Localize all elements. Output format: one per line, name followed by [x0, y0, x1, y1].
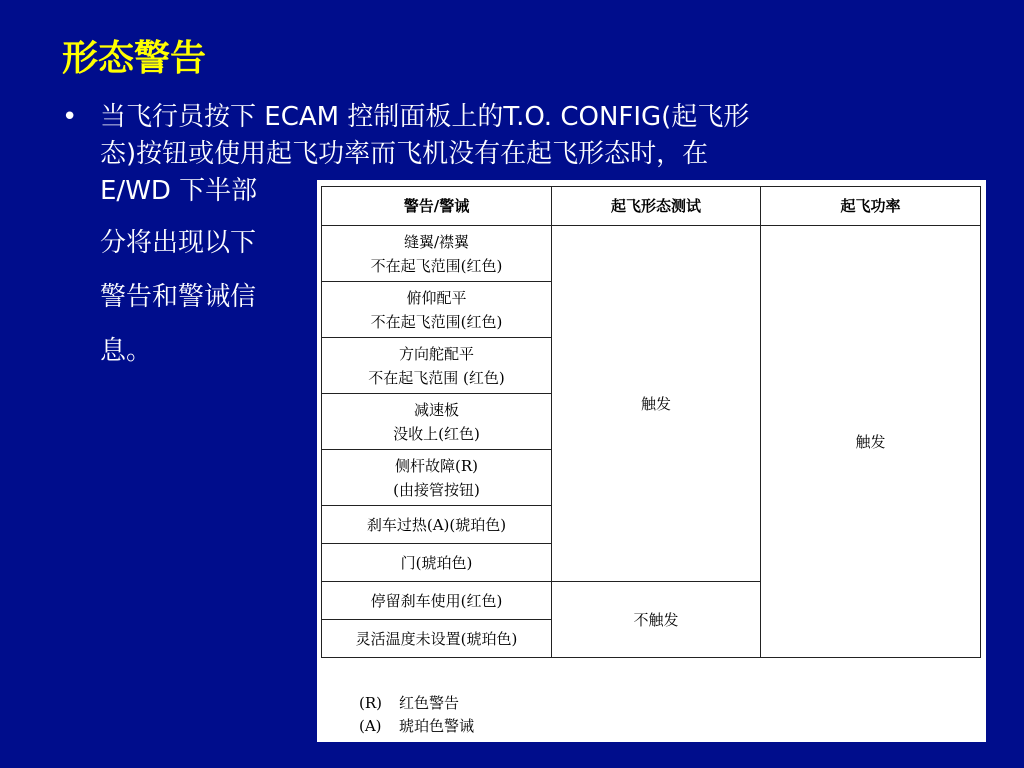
- warning-line: 不在起飞范围 (红色): [368, 368, 505, 387]
- legend-item: [359, 692, 474, 715]
- warning-line: 减速板: [413, 400, 459, 419]
- warning-cell: [322, 338, 552, 394]
- table-legend: [359, 692, 474, 738]
- table-header-row: [322, 187, 981, 226]
- warning-line: 侧杆故障(R): [395, 456, 478, 475]
- bullet-line: 当飞行员按下 ECAM 控制面板上的T.O. CONFIG(起飞形: [100, 102, 750, 132]
- legend-symbol: (A): [359, 717, 382, 735]
- warning-cell: [322, 450, 552, 506]
- header-takeoff-power: 起飞功率: [761, 187, 981, 226]
- legend-item: [359, 715, 474, 738]
- warning-line: (由接管按钮): [393, 480, 480, 499]
- warning-cell: 停留刹车使用(红色): [322, 582, 552, 620]
- warning-cell: [322, 226, 552, 282]
- power-triggered-cell: 触发: [761, 226, 981, 658]
- legend-text: 琥珀色警诫: [399, 717, 475, 735]
- bullet-line: E/WD 下半部: [100, 176, 258, 206]
- warning-cell: 刹车过热(A)(琥珀色): [322, 506, 552, 544]
- warning-line: 不在起飞范围(红色): [370, 312, 503, 331]
- slide-title: 形态警告: [62, 38, 207, 79]
- warning-cell: [322, 394, 552, 450]
- warning-cell: 门(琥珀色): [322, 544, 552, 582]
- bullet-dot: •: [62, 102, 78, 132]
- config-table-image: [317, 180, 986, 742]
- header-config-test: 起飞形态测试: [552, 187, 761, 226]
- warning-cell: 灵活温度未设置(琥珀色): [322, 620, 552, 658]
- bullet-line: 态)按钮或使用起飞功率而飞机没有在起飞形态时，在: [100, 139, 709, 169]
- config-warning-table: [321, 186, 981, 658]
- warning-line: 没收上(红色): [393, 424, 480, 443]
- warning-line: 不在起飞范围(红色): [370, 256, 503, 275]
- table-row: [322, 226, 981, 282]
- warning-line: 俯仰配平: [406, 288, 467, 307]
- warning-cell: [322, 282, 552, 338]
- warning-line: 方向舵配平: [398, 344, 474, 363]
- bullet-line: 分将出现以下: [100, 228, 257, 258]
- header-warning: 警告/警诫: [322, 187, 552, 226]
- warning-line: 缝翼/襟翼: [403, 232, 470, 251]
- test-not-triggered-cell: 不触发: [552, 582, 761, 658]
- bullet-line: 警告和警诫信: [100, 282, 257, 312]
- legend-text: 红色警告: [399, 694, 460, 712]
- bullet-line: 息。: [100, 336, 153, 366]
- legend-symbol: (R): [359, 694, 382, 712]
- test-triggered-cell: 触发: [552, 226, 761, 582]
